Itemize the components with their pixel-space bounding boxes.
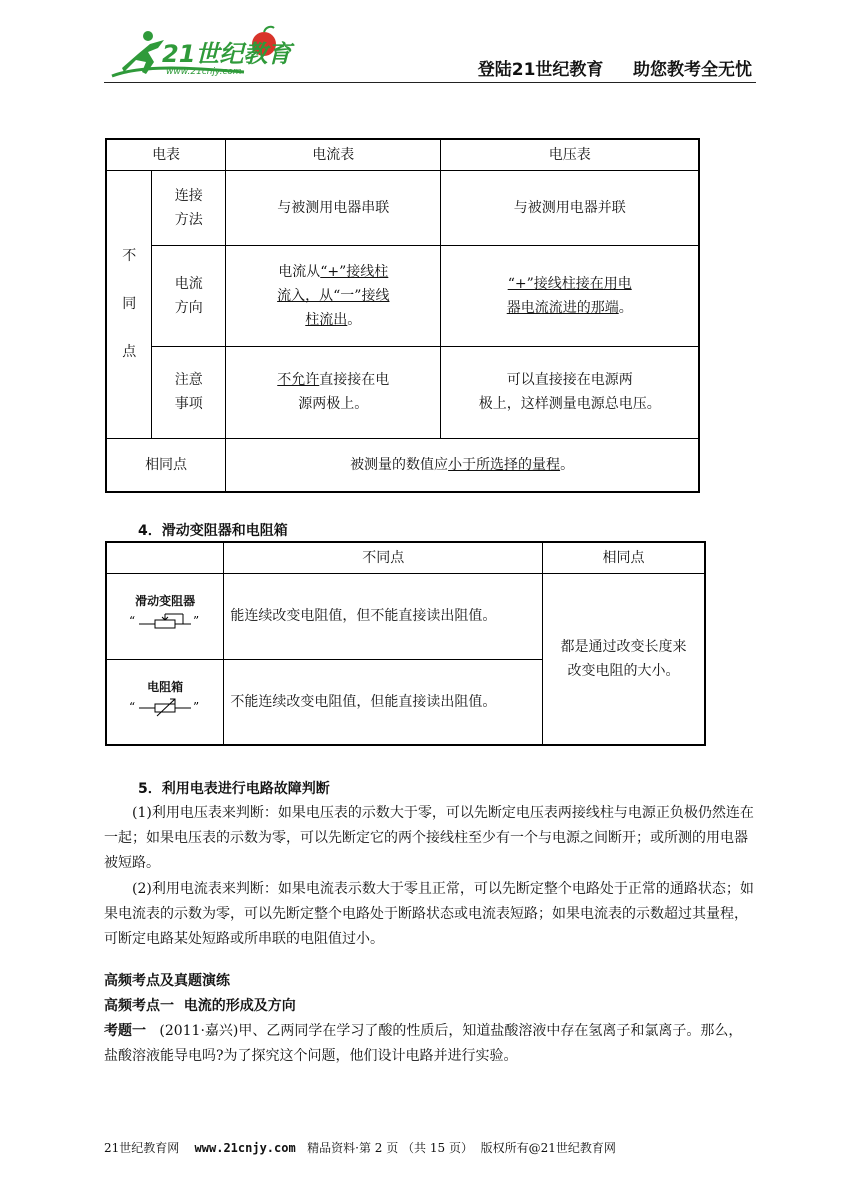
header-cell-voltmeter: 电压表 bbox=[441, 139, 699, 170]
practice-heading: 高频考点及真题演练 bbox=[104, 973, 230, 989]
header-cell-diff: 不同点 bbox=[224, 542, 543, 573]
table-row bbox=[106, 438, 699, 492]
practice-subheading: 高频考点一 电流的形成及方向 bbox=[104, 998, 296, 1014]
row-label-connection: 连接 方法 bbox=[152, 170, 226, 245]
svg-text:“: “ bbox=[129, 614, 136, 628]
svg-text:”: ” bbox=[193, 699, 200, 714]
voltmeter-direction: “+”接线柱接在用电 器电流流进的那端。 bbox=[441, 245, 699, 346]
resistance-box-label: 电阻箱 bbox=[147, 679, 184, 694]
rheostat-symbol-icon bbox=[125, 610, 205, 632]
same-point-text: 被测量的数值应小于所选择的量程。 bbox=[226, 438, 699, 492]
resistance-box-symbol-icon bbox=[125, 696, 205, 718]
slogan-right: 助您教考全无忧 bbox=[633, 60, 752, 80]
site-logo bbox=[104, 24, 304, 84]
rheostat-label: 滑动变阻器 bbox=[135, 594, 196, 608]
row-label-direction: 电流 方向 bbox=[152, 245, 226, 346]
header-divider bbox=[104, 82, 756, 83]
section-4-heading: 4．滑动变阻器和电阻箱 bbox=[138, 523, 288, 539]
paragraph-voltmeter-judgement: (1)利用电压表来判断：如果电压表的示数大于零，可以先断定电压表两接线柱与电源正负极仍然连在一起；如果电压表的示数为零，可以先断定它的两个接线柱至少有一个与电源之间断开；或所测的用电器被短路。 bbox=[104, 805, 754, 871]
table-row bbox=[106, 245, 699, 346]
svg-text:“: “ bbox=[129, 699, 136, 714]
header-cell-meter: 电表 bbox=[106, 139, 226, 170]
header-cell-ammeter: 电流表 bbox=[226, 139, 441, 170]
ammeter-direction: 电流从“+”接线柱 流入，从“一”接线 柱流出。 bbox=[226, 245, 441, 346]
meter-comparison-table bbox=[105, 138, 700, 493]
table-row bbox=[106, 170, 699, 245]
paragraph-ammeter-judgement: (2)利用电流表来判断：如果电流表示数大于零且正常，可以先断定整个电路处于正常的通路状态；如果电流表的示数为零，可以先断定整个电路处于断路状态或电流表短路；如果电流表的示数超过其量程，可断定电路某处短路或所串联的电阻值过小。 bbox=[104, 881, 754, 947]
header-slogan bbox=[430, 55, 752, 80]
resistance-box-symbol-cell bbox=[106, 659, 224, 745]
ammeter-notes: 不允许直接接在电 源两极上。 bbox=[226, 346, 441, 438]
voltmeter-connection: 与被测用电器并联 bbox=[441, 170, 699, 245]
section-5-heading: 5．利用电表进行电路故障判断 bbox=[138, 781, 330, 797]
logo-url: www.21cnjy.com bbox=[166, 67, 242, 77]
header-cell-empty bbox=[106, 542, 224, 573]
diff-group-label: 不 同 点 bbox=[106, 170, 152, 438]
footer-copyright: 版权所有@21世纪教育网 bbox=[480, 1141, 616, 1155]
svg-text:”: ” bbox=[193, 614, 200, 628]
footer-site-name: 21世纪教育网 bbox=[104, 1141, 180, 1155]
resistance-box-diff-text: 不能连续改变电阻值，但能直接读出阻值。 bbox=[224, 659, 543, 745]
resistor-comparison-table bbox=[105, 541, 706, 746]
footer-url[interactable]: www.21cnjy.com bbox=[194, 1141, 296, 1155]
table-header-row bbox=[106, 139, 699, 170]
footer-page-info: 精品资料·第 2 页 （共 15 页） bbox=[307, 1141, 473, 1155]
question-text: (2011·嘉兴)甲、乙两同学在学习了酸的性质后，知道盐酸溶液中存在氢离子和氯离子。那么，盐酸溶液能导电吗?为了探究这个问题，他们设计电路并进行实验。 bbox=[104, 1023, 743, 1064]
page-footer bbox=[104, 1139, 756, 1156]
rheostat-diff-text: 能连续改变电阻值，但不能直接读出阻值。 bbox=[224, 573, 543, 659]
table-header-row bbox=[106, 542, 705, 573]
slogan-left: 登陆21世纪教育 bbox=[477, 60, 604, 80]
row-label-notes: 注意 事项 bbox=[152, 346, 226, 438]
voltmeter-notes: 可以直接接在电源两 极上，这样测量电源总电压。 bbox=[441, 346, 699, 438]
table-row bbox=[106, 573, 705, 659]
question-label: 考题一 bbox=[104, 1023, 146, 1039]
rheostat-symbol-cell bbox=[106, 573, 224, 659]
question-one bbox=[104, 1019, 756, 1069]
ammeter-connection: 与被测用电器串联 bbox=[226, 170, 441, 245]
table-row bbox=[106, 346, 699, 438]
logo-text: 21世纪教育 bbox=[162, 40, 292, 68]
row-label-same: 相同点 bbox=[106, 438, 226, 492]
header-cell-same: 相同点 bbox=[543, 542, 705, 573]
resistor-same-text: 都是通过改变长度来 改变电阻的大小。 bbox=[543, 573, 705, 745]
